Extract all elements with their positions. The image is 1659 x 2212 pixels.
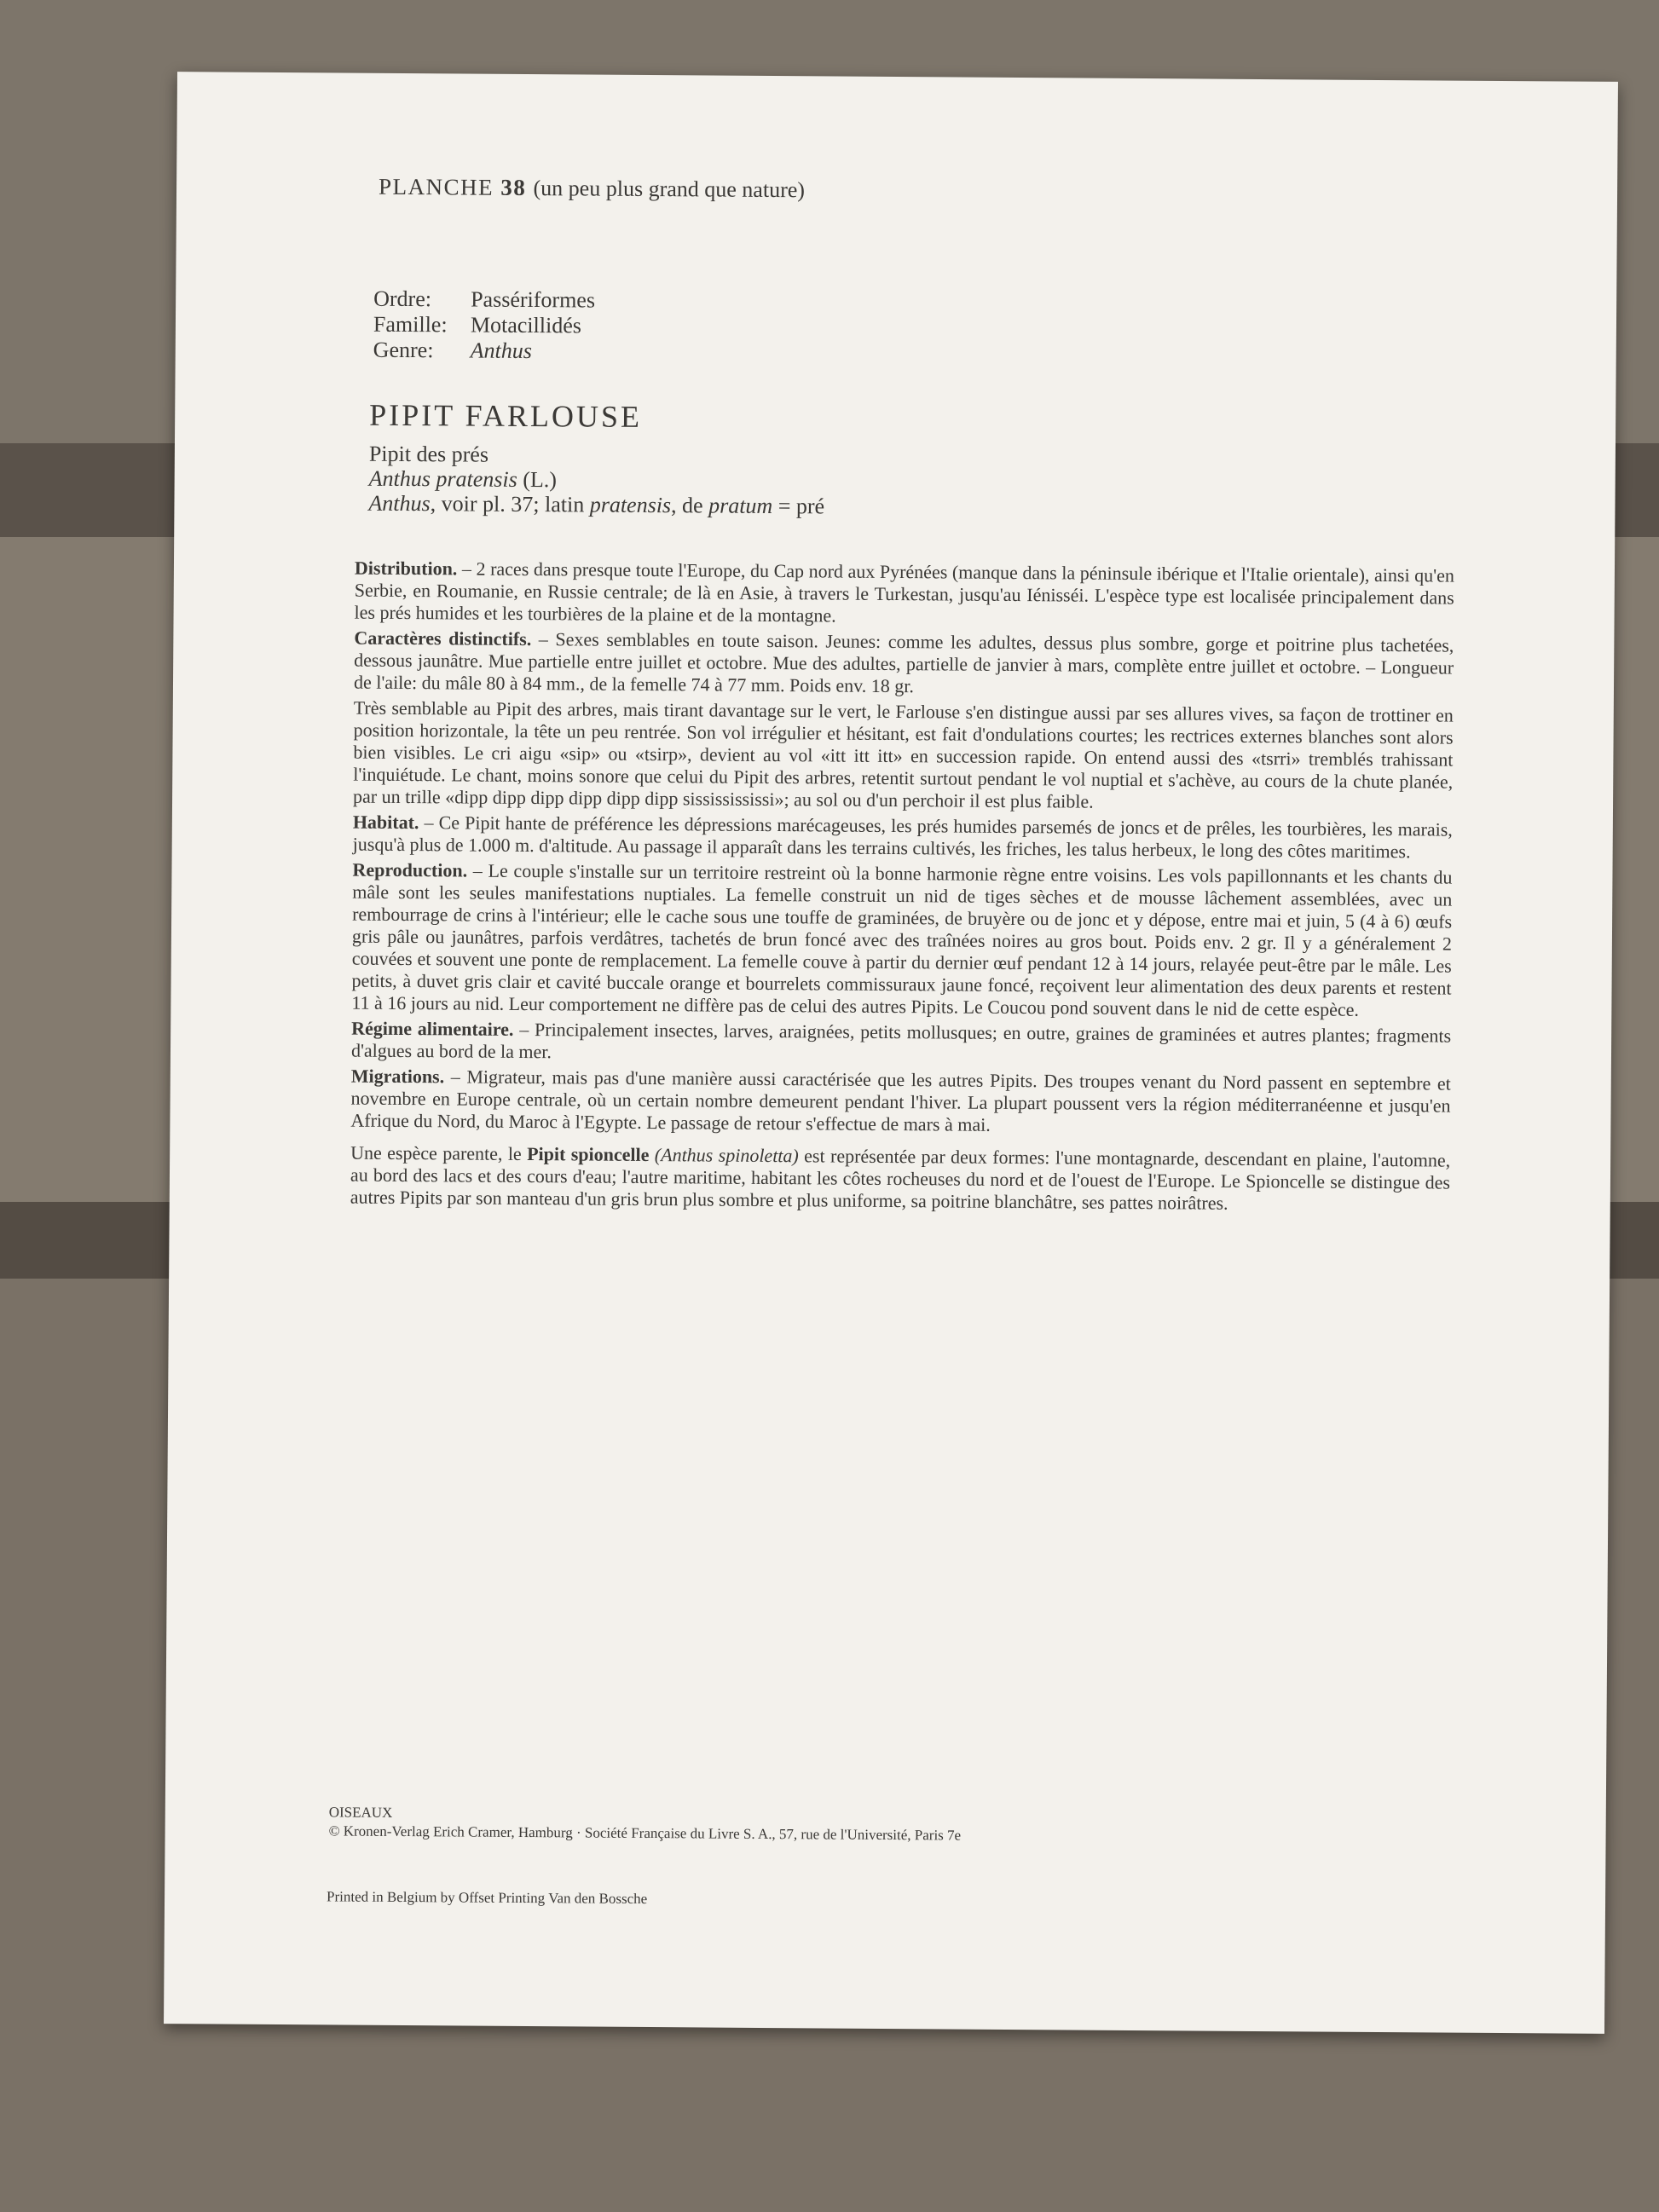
etym-part: = pré bbox=[772, 494, 825, 519]
taxonomy-value: Motacillidés bbox=[470, 312, 582, 338]
species-common-alt: Pipit des prés bbox=[368, 441, 489, 467]
section-text: – Principalement insectes, larves, araignées, petits mollusques; en outre, graines de graminées et autres plantes; fragments d'algues au bord de la mer. bbox=[350, 1018, 1452, 1063]
plate-number: 38 bbox=[500, 174, 527, 200]
section-text: – Sexes semblables en toute saison. Jeunes: comme les adultes, dessus plus sombre, gorge et poitrine plus tachetées, dessous jaunâtre. Mue partielle entre juillet et octobre. Mue des adultes, partielle de janvier à mars, complète entre juillet et octobre. – Longueur de l'aile: du mâle 80 à 84 mm., de la femelle 74 à 77 mm. Poids env. 18 gr. bbox=[353, 628, 1454, 697]
section-heading: Distribution. bbox=[354, 557, 458, 580]
taxonomy-key: Famille: bbox=[373, 311, 448, 338]
etym-part: Anthus bbox=[368, 490, 431, 517]
taxonomy-row-famille bbox=[373, 312, 595, 339]
section-semblable: Très semblable au Pipit des arbres, mais tirant davantage sur le vert, le Farlouse s'en distingue aussi par ses allures vives, sa façon de trottiner en position horizontale, la tête un peu rentrée. Son vol irrégulier et hésitant, est fait d'ondulations courtes; les rectrices externes blanches sont alors bien visibles. Le cri aigu «sip» ou «tsirp», devient au vol «itt itt itt» en succession rapide. On entend aussi des «tsrri» tremblés trahissant l'inquiétude. Le chant, moins sonore que celui du Pipit des arbres, retentit surtout pendant le vol nuptial et s'achève, au cours de la chute planée, par un trille «dipp dipp dipp dipp dipp dipp sississississi»; au sol ou d'un perchoir il est plus faible. bbox=[352, 696, 1454, 812]
section-heading: Migrations. bbox=[350, 1065, 445, 1088]
section-heading: Caractères distinctifs. bbox=[354, 627, 532, 650]
section-migrations bbox=[350, 1066, 1451, 1140]
section-text: – Le couple s'installe sur un territoire restreint où la bonne harmonie règne entre voisins. Les vols papillonnants et les chants du mâle sont les seules manifestations nuptiales. La femelle construit un nid de tiges sèches et de mousse lâchement assemblées, avec un rembourrage de crins à l'intérieur; elle le cache sous une touffe de graminées, de bruyère ou de jonc et y dépose, entre mai et juin, 5 (4 à 6) œufs gris pâle ou jaunâtres, parfois verdâtres, tachetés de brun foncé avec des traînées noires au gros bout. Poids env. 2 gr. Il y a généralement 2 couvées et souvent une ponte de remplacement. La femelle couve à partir du dernier œuf pendant 12 à 14 jours, relayée peut-être par le mâle. Les petits, à duvet gris clair et cavité buccale orange et bourrelets commissuraux jaune foncé, reçoivent leur alimentation des deux parents et restent 11 à 16 jours au nid. Leur comportement ne diffère pas de celui des autres Pipits. Le Coucou pond souvent dans le nid de cette espèce. bbox=[351, 859, 1453, 1020]
taxonomy-key: Genre: bbox=[373, 337, 434, 363]
taxonomy-row-genre bbox=[373, 338, 595, 365]
taxonomy-block bbox=[373, 286, 595, 365]
footer-copyright: © Kronen-Verlag Erich Cramer, Hamburg · Société Française du Livre S. A., 57, rue de l'Université, Paris 7e bbox=[328, 1822, 962, 1844]
section-heading: Régime alimentaire. bbox=[351, 1017, 514, 1040]
species-name: PIPIT FARLOUSE bbox=[369, 397, 643, 434]
plate-title bbox=[379, 174, 805, 203]
etym-part: pratensis bbox=[589, 492, 672, 518]
taxonomy-row-ordre bbox=[373, 286, 595, 314]
section-caracteres bbox=[354, 627, 1454, 702]
latin-binomial: Anthus pratensis bbox=[368, 465, 517, 492]
plate-note: (un peu plus grand que nature) bbox=[533, 176, 806, 203]
latin-authority: (L.) bbox=[523, 466, 558, 493]
section-distribution bbox=[354, 557, 1454, 632]
species-block bbox=[368, 397, 825, 519]
etym-part: pratum bbox=[708, 493, 773, 519]
printed-card bbox=[164, 72, 1618, 2034]
plate-label: PLANCHE bbox=[378, 173, 494, 200]
related-species-name: Pipit spioncelle bbox=[527, 1143, 650, 1166]
section-text: Une espèce parente, le bbox=[350, 1141, 528, 1165]
section-text: – Ce Pipit hante de préférence les dépressions marécageuses, les prés humides parsemés de joncs et de prêles, les tourbières, les marais, jusqu'à plus de 1.000 m. d'altitude. Au passage il apparaît dans les terrains cultivés, les friches, les talus herbeux, le long des côtes maritimes. bbox=[352, 811, 1453, 863]
section-parente bbox=[350, 1142, 1451, 1216]
section-heading: Habitat. bbox=[352, 811, 419, 834]
section-reproduction bbox=[351, 859, 1452, 1022]
section-text: est représentée par deux formes: l'une montagnarde, descendant en plaine, l'automne, au bord des lacs et des cours d'eau; l'autre maritime, habitant les côtes rocheuses du nord et de l'ouest de l'Europe. Le Spioncelle se distingue des autres Pipits par son manteau d'un gris brun plus sombre et plus uniforme, sa poitrine blanchâtre, ses pattes noirâtres. bbox=[350, 1145, 1451, 1214]
species-etymology bbox=[368, 491, 824, 519]
footer-series: OISEAUX bbox=[328, 1804, 393, 1821]
section-text: – Migrateur, mais pas d'une manière aussi caractérisée que les autres Pipits. Des troupes venant du Nord passent en septembre et novembre en Europe centrale, où un certain nombre demeurent pendant l'hiver. La plupart poussent vers la région méditerranéenne et jusqu'en Afrique du Nord, du Maroc à l'Egypte. Le passage de retour s'effectue de mars à mai. bbox=[350, 1066, 1451, 1135]
section-text: – 2 races dans presque toute l'Europe, du Cap nord aux Pyrénées (manque dans la péninsule ibérique et l'Italie orientale), ainsi qu'en Serbie, en Roumanie, en Russie centrale; de là en Asie, à travers le Turkestan, jusqu'au Iénisséi. L'espèce type est localisée principalement dans les prés humides et les tourbières de la plaine et de la montagne. bbox=[354, 557, 1455, 627]
taxonomy-key: Ordre: bbox=[373, 286, 432, 312]
species-latin bbox=[369, 466, 825, 494]
etym-part: , voir pl. 37; latin bbox=[430, 491, 590, 517]
body-text bbox=[350, 557, 1454, 1220]
etym-part: , de bbox=[671, 493, 709, 518]
section-regime bbox=[351, 1018, 1451, 1070]
section-habitat bbox=[353, 811, 1453, 863]
printed-note: Printed in Belgium by Offset Printing Van den Bossche bbox=[327, 1888, 648, 1908]
related-species-latin: (Anthus spinoletta) bbox=[649, 1144, 799, 1167]
footer bbox=[329, 1803, 962, 1845]
section-heading: Reproduction. bbox=[352, 858, 468, 881]
taxonomy-value: Passériformes bbox=[471, 286, 596, 313]
taxonomy-value: Anthus bbox=[470, 338, 533, 364]
